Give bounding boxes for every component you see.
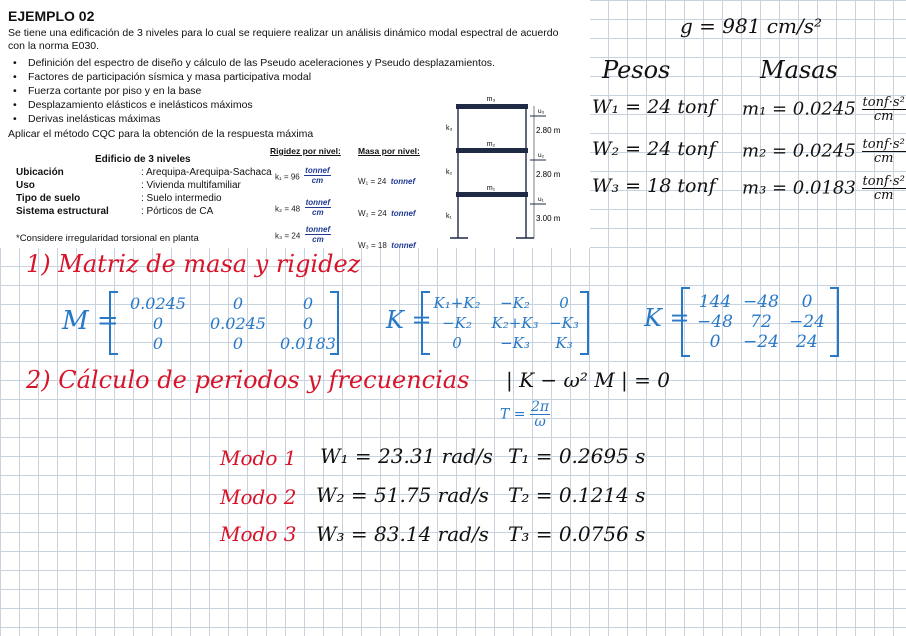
matrix-cell: −K₂ xyxy=(442,314,472,332)
masas-heading: Masas xyxy=(760,56,838,84)
matrix-cell: 72 xyxy=(750,312,772,332)
matrix-cell: 0 xyxy=(452,334,462,352)
building-properties xyxy=(16,166,272,218)
peso-w3: W₃ = 18 tonf xyxy=(592,175,716,197)
stiffness-k2 xyxy=(275,198,331,217)
height-label-3: 2.80 m xyxy=(536,126,561,135)
weight-w3: W₃ = 18 tonnef xyxy=(358,241,416,250)
matrix-cell: −K₃ xyxy=(549,314,579,332)
mode-1-label: Modo 1 xyxy=(220,446,297,470)
property-key: Ubicación xyxy=(16,167,64,178)
matrix-cell: −24 xyxy=(789,312,825,332)
mode-3-label: Modo 3 xyxy=(220,522,297,546)
matrix-cell: K₁+K₂ xyxy=(433,294,481,312)
matrix-cell: 0 xyxy=(709,332,721,352)
matrix-cell: K₂+K₃ xyxy=(491,314,539,332)
mode-1-frequency: W₁ = 23.31 rad/s xyxy=(320,444,493,468)
frame-slab-2 xyxy=(456,148,528,153)
masa-m1: m₁ = 0.0245 $\frac{\text{tonf·s²}}{cm}$ xyxy=(742,95,905,124)
matrix-cell: −24 xyxy=(743,332,779,352)
stiffness-unit: $\frac{\text{tonnef}}{cm}$ xyxy=(305,225,331,244)
cqc-instruction: Aplicar el método CQC para la obtención de la respuesta máxima xyxy=(8,128,314,140)
mode-3-period: T₃ = 0.0756 s xyxy=(508,522,646,546)
pesos-heading: Pesos xyxy=(602,56,671,84)
stiffness-label: k₂ = 48 xyxy=(275,204,301,214)
k-label-3: k₃ xyxy=(446,125,453,132)
peso-w1: W₁ = 24 tonf xyxy=(592,96,716,118)
building-title: Edificio de 3 niveles xyxy=(95,154,191,165)
characteristic-equation: | K − ω² M | = 0 xyxy=(506,368,670,392)
property-row xyxy=(16,166,272,179)
property-value: : Vivienda multifamiliar xyxy=(141,180,241,191)
k-label-1: k₁ xyxy=(446,213,452,220)
task-item: • Definición del espectro de diseño y cálculo de las Pseudo aceleraciones y Pseudo desplazamientos. xyxy=(8,56,495,70)
frame-slab-1 xyxy=(456,192,528,197)
mass-matrix xyxy=(118,294,338,353)
u-label-2: u₂ xyxy=(538,152,545,159)
building-frame-diagram xyxy=(440,92,570,242)
property-row xyxy=(16,192,272,205)
masa-m3: m₃ = 0.0183 $\frac{\text{tonf·s²}}{cm}$ xyxy=(742,174,905,203)
matrix-cell: 24 xyxy=(796,332,818,352)
section-1-heading: 1) Matriz de masa y rigidez xyxy=(26,250,361,278)
property-row xyxy=(16,179,272,192)
matrix-cell: −48 xyxy=(697,312,733,332)
property-key: Tipo de suelo xyxy=(16,193,81,204)
k-label-2: k₂ xyxy=(446,169,453,176)
stiffness-unit: $\frac{\text{tonnef}}{cm}$ xyxy=(305,198,331,217)
period-formula: T = $\frac{2\pi}{\omega}$ xyxy=(500,399,550,430)
mass-label-3: m₃ xyxy=(486,96,496,103)
stiffness-header: Rigidez por nivel: xyxy=(270,146,341,156)
exercise-intro: Se tiene una edificación de 3 niveles para lo cual se requiere realizar un análisis dinámico modal espectral de acuerdo con la norma E030. xyxy=(8,27,559,52)
mass-header: Masa por nivel: xyxy=(358,146,420,156)
matrix-cell: K₃ xyxy=(555,334,573,352)
frame-slab-3 xyxy=(456,104,528,109)
stiffness-matrix-symbolic xyxy=(428,294,584,352)
stiffness-matrix-label: K = xyxy=(386,306,432,334)
exercise-title: EJEMPLO 02 xyxy=(8,8,95,24)
property-key: Sistema estructural xyxy=(16,206,109,217)
section-2-heading: 2) Cálculo de periodos y frecuencias xyxy=(26,366,470,394)
mass-label-1: m₁ xyxy=(486,185,496,192)
matrix-cell: 0 xyxy=(302,294,314,313)
stiffness-label: k₃ = 24 xyxy=(275,231,301,241)
stiffness-unit: $\frac{\text{tonnef}}{cm}$ xyxy=(305,166,330,185)
matrix-cell: 0 xyxy=(559,294,569,312)
height-label-2: 2.80 m xyxy=(536,170,561,179)
stiffness-matrix-numeric xyxy=(692,292,830,352)
matrix-cell: −K₂ xyxy=(500,294,530,312)
matrix-cell: 0 xyxy=(232,294,244,313)
u-label-3: u₃ xyxy=(538,108,545,115)
matrix-cell: −K₃ xyxy=(500,334,530,352)
weight-w2: W₂ = 24 tonnef xyxy=(358,209,416,218)
property-row xyxy=(16,205,272,218)
mode-2-period: T₂ = 0.1214 s xyxy=(508,483,646,507)
task-item: • Derivas inelásticas máximas xyxy=(8,112,495,126)
matrix-cell: 0.0245 xyxy=(130,294,186,313)
mode-1-period: T₁ = 0.2695 s xyxy=(508,444,646,468)
property-value: : Pórticos de CA xyxy=(141,206,214,217)
task-item: • Fuerza cortante por piso y en la base xyxy=(8,84,495,98)
matrix-cell: 0 xyxy=(232,334,244,353)
matrix-cell: 0.0245 xyxy=(210,314,266,333)
stiffness-k1 xyxy=(275,166,331,185)
matrix-cell: 144 xyxy=(698,292,732,312)
task-item: • Factores de participación sísmica y masa participativa modal xyxy=(8,70,495,84)
matrix-cell: 0 xyxy=(302,314,314,333)
property-value: : Suelo intermedio xyxy=(141,193,222,204)
matrix-cell: −48 xyxy=(743,292,779,312)
weight-w1: W₁ = 24 tonnef xyxy=(358,177,416,186)
stiffness-k3 xyxy=(275,225,331,244)
matrix-cell: 0.0183 xyxy=(280,334,336,353)
mass-label-2: m₂ xyxy=(486,141,496,148)
torsion-note: *Considere irregularidad torsional en planta xyxy=(16,233,199,244)
property-value: : Arequipa-Arequipa-Sachaca xyxy=(141,167,272,178)
mode-2-frequency: W₂ = 51.75 rad/s xyxy=(316,483,489,507)
mass-matrix-label: M = xyxy=(62,306,119,336)
height-label-1: 3.00 m xyxy=(536,214,561,223)
gravity-note: g = 981 cm/s² xyxy=(680,14,822,38)
u-label-1: u₁ xyxy=(538,196,544,203)
task-item: • Desplazamiento elásticos e inelásticos máximos xyxy=(8,98,495,112)
stiffness-matrix-numeric-label: K = xyxy=(644,304,690,332)
matrix-cell: 0 xyxy=(152,314,164,333)
matrix-cell: 0 xyxy=(152,334,164,353)
task-list xyxy=(8,56,495,126)
peso-w2: W₂ = 24 tonf xyxy=(592,138,716,160)
mode-2-label: Modo 2 xyxy=(220,485,297,509)
stiffness-label: k₁ = 96 xyxy=(275,172,300,182)
matrix-cell: 0 xyxy=(801,292,813,312)
mode-3-frequency: W₃ = 83.14 rad/s xyxy=(316,522,489,546)
masa-m2: m₂ = 0.0245 $\frac{\text{tonf·s²}}{cm}$ xyxy=(742,137,905,166)
property-key: Uso xyxy=(16,180,35,191)
